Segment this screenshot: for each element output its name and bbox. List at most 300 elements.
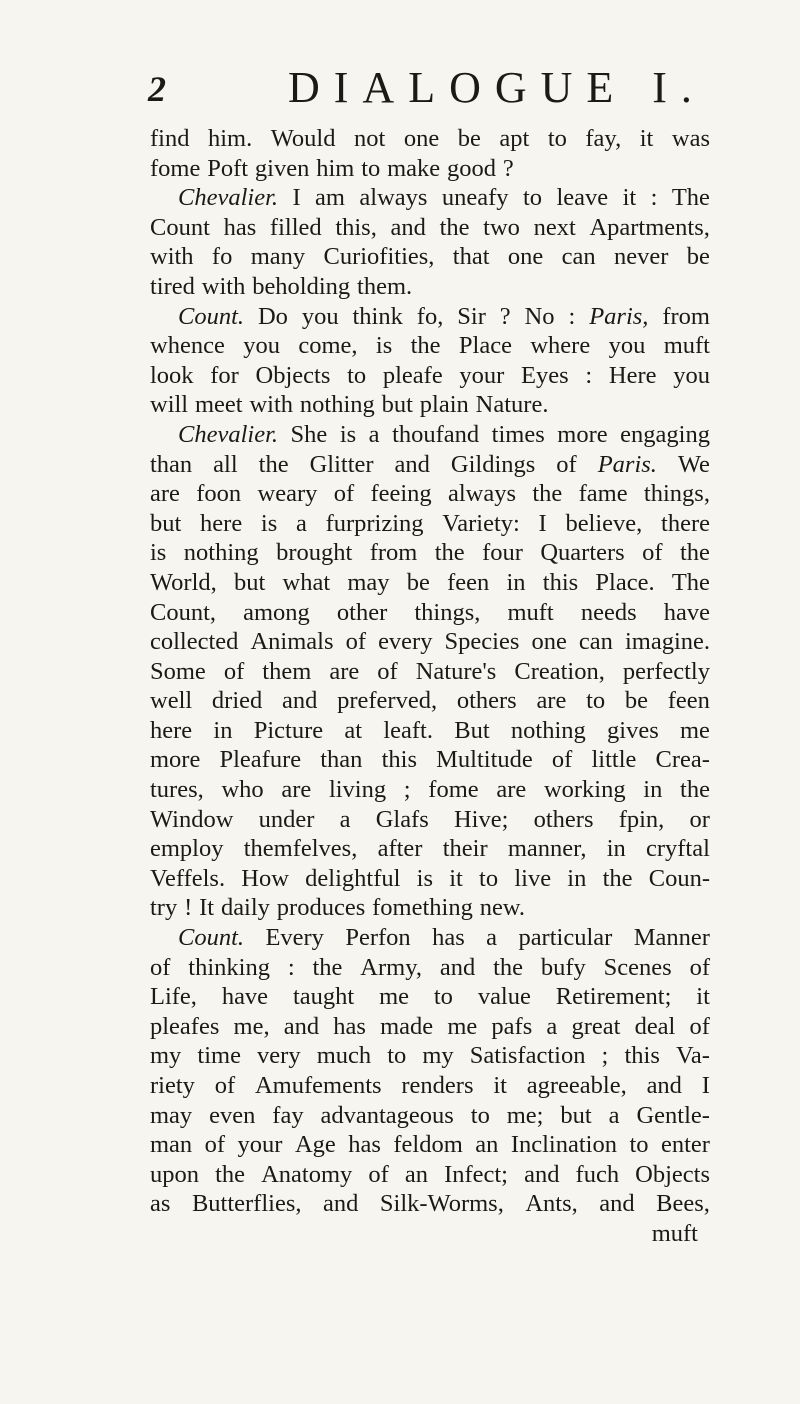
word: always — [447, 480, 517, 508]
word: She — [290, 420, 328, 448]
text-line — [150, 953, 710, 983]
text-line — [150, 864, 710, 894]
word: pafs — [491, 1012, 533, 1040]
word: Place — [458, 332, 512, 360]
word: to — [629, 1131, 649, 1159]
word: a — [295, 509, 307, 537]
word: this — [381, 746, 417, 774]
word: Army, — [360, 953, 422, 981]
page-number: 2 — [148, 69, 166, 109]
word: value — [477, 983, 531, 1011]
word: Silk-Worms, — [379, 1190, 504, 1218]
word: and — [394, 450, 430, 478]
catchword: muft — [651, 1219, 698, 1247]
word: with — [249, 391, 294, 419]
word: No — [524, 302, 555, 330]
word: We — [677, 450, 710, 478]
body-text — [150, 124, 710, 1249]
word: of — [377, 657, 398, 685]
word: Creation, — [514, 657, 605, 685]
word: themfelves, — [243, 835, 358, 863]
word: ? — [502, 154, 514, 182]
text-line — [150, 509, 710, 539]
word: Count — [150, 213, 210, 241]
word: in — [643, 776, 663, 804]
text-line — [150, 361, 710, 391]
word: Paris. — [597, 450, 657, 478]
speaker-name: Chevalier. — [178, 184, 279, 212]
word: more — [557, 420, 608, 448]
word: Butterflies, — [191, 1190, 302, 1218]
word: every — [378, 628, 433, 656]
word: to — [387, 1042, 407, 1070]
word: fay, — [585, 125, 622, 152]
word: my — [150, 1042, 182, 1070]
word: feeing — [370, 480, 432, 508]
word: to — [522, 184, 543, 212]
word: Hive; — [453, 805, 509, 833]
word: pleafe — [382, 361, 443, 389]
word: others — [456, 687, 517, 715]
word: is — [416, 864, 433, 892]
word: of — [642, 539, 663, 567]
word: with — [201, 272, 246, 300]
word: Satisfaction — [469, 1042, 586, 1070]
word: of — [551, 746, 573, 774]
word: much — [316, 1042, 372, 1070]
text-line — [150, 893, 710, 923]
word: thoufand — [392, 420, 480, 448]
page-header — [148, 62, 708, 112]
word: for — [210, 361, 239, 389]
word: you — [243, 332, 280, 360]
word: The — [671, 184, 710, 212]
word: ? — [499, 302, 511, 330]
word: tures, — [150, 776, 204, 804]
word: given — [254, 154, 310, 182]
word: is — [339, 420, 357, 448]
word: feen — [447, 568, 490, 596]
word: delightful — [305, 864, 401, 892]
word: daily — [220, 894, 270, 922]
word: Anatomy — [261, 1160, 353, 1188]
word: at — [344, 716, 363, 744]
word: The — [671, 568, 710, 596]
text-line — [150, 124, 710, 154]
word: Perfon — [345, 924, 411, 952]
word: this — [542, 568, 579, 596]
text-line — [150, 923, 710, 953]
word: Some — [150, 657, 206, 685]
word: : — [287, 953, 295, 981]
word: from — [369, 539, 418, 567]
word: can — [561, 243, 596, 271]
word: there — [661, 509, 710, 537]
word: in — [213, 716, 233, 744]
word: the — [680, 776, 710, 804]
word: from — [662, 302, 710, 330]
word: live — [514, 864, 552, 892]
word: was — [671, 125, 710, 152]
word: one — [507, 243, 544, 271]
text-line — [150, 627, 710, 657]
word: Crea- — [655, 746, 710, 774]
speaker-name: Chevalier. — [178, 420, 279, 448]
text-line — [150, 745, 710, 775]
word: muft — [663, 332, 710, 360]
word: has — [348, 1131, 381, 1159]
word: has — [223, 213, 257, 241]
word: thinking — [188, 953, 270, 981]
word: in — [606, 835, 626, 863]
word: of — [345, 628, 366, 656]
word: Count, — [150, 598, 217, 626]
word: meet — [194, 391, 243, 419]
text-line — [150, 272, 710, 302]
text-line — [150, 183, 710, 213]
word: a — [368, 420, 380, 448]
word: Bees, — [656, 1190, 710, 1218]
word: weary — [257, 480, 318, 508]
word: try — [150, 894, 178, 922]
text-line — [150, 775, 710, 805]
text-line — [150, 538, 710, 568]
word: Infect; — [444, 1160, 508, 1188]
word: all — [213, 450, 238, 478]
word: me — [679, 716, 710, 744]
word: preferved, — [337, 687, 438, 715]
word: I — [538, 509, 547, 537]
word: but — [560, 1101, 592, 1129]
text-line — [150, 302, 710, 332]
word: tired — [150, 272, 195, 300]
word: Picture — [253, 716, 324, 744]
word: : — [568, 302, 576, 330]
word: of — [204, 1131, 226, 1159]
word: a — [608, 1101, 620, 1129]
word: feldom — [393, 1131, 463, 1159]
text-line — [150, 834, 710, 864]
word: Would — [270, 125, 336, 152]
word: Species — [444, 628, 520, 656]
word: great — [571, 1012, 621, 1040]
word: is — [375, 332, 393, 360]
word: Every — [265, 924, 324, 952]
word: things, — [414, 598, 481, 626]
word: am — [315, 184, 345, 212]
word: your — [237, 1131, 283, 1159]
word: four — [482, 539, 523, 567]
word: : — [585, 361, 593, 389]
word: in — [506, 568, 526, 596]
word: are — [496, 776, 527, 804]
word: riety — [150, 1072, 195, 1099]
word: of — [214, 1072, 236, 1099]
word: may — [347, 568, 390, 596]
word: Quarters — [540, 539, 625, 567]
word: and — [524, 1160, 560, 1188]
word: Veffels. — [150, 864, 226, 892]
word: the — [258, 450, 289, 478]
word: good — [447, 154, 497, 182]
word: collected — [150, 628, 239, 656]
text-line — [150, 1012, 710, 1042]
word: my — [422, 1042, 454, 1070]
word: Window — [150, 805, 234, 833]
text-line — [150, 1160, 710, 1190]
word: to — [347, 361, 367, 389]
word: others — [533, 805, 594, 833]
word: time — [197, 1042, 241, 1070]
word: Poft — [207, 154, 249, 182]
word: you — [301, 302, 339, 330]
word: Place. — [595, 568, 655, 596]
speaker-name: Count. — [178, 302, 245, 330]
word: taught — [292, 983, 355, 1011]
word: Objects — [635, 1160, 710, 1188]
word: times — [491, 420, 545, 448]
word: believe, — [565, 509, 643, 537]
word: than — [150, 450, 193, 478]
word: Animals — [250, 628, 334, 656]
word: It — [199, 894, 215, 922]
word: after — [377, 835, 423, 863]
word: be — [686, 243, 710, 271]
word: among — [243, 598, 310, 626]
word: the — [493, 953, 524, 981]
word: has — [432, 924, 465, 952]
word: leave — [556, 184, 609, 212]
word: apt — [499, 125, 530, 152]
word: them — [262, 657, 312, 685]
word: me; — [506, 1101, 544, 1129]
word: an — [475, 1131, 499, 1159]
word: Eyes — [521, 361, 569, 389]
word: even — [209, 1101, 256, 1129]
word: Sir — [457, 302, 486, 330]
word: brought — [276, 539, 353, 567]
word: well — [150, 687, 193, 715]
word: and — [439, 953, 476, 981]
word: the — [532, 480, 563, 508]
word: Objects — [255, 361, 331, 389]
word: never — [613, 243, 669, 271]
word: Glitter — [309, 450, 374, 478]
word: to — [479, 864, 499, 892]
word: find — [150, 125, 190, 152]
word: fame — [578, 480, 628, 508]
word: it — [622, 184, 637, 212]
word: gives — [607, 716, 659, 744]
text-line — [150, 420, 710, 450]
word: think — [352, 302, 403, 330]
word: me, — [233, 1012, 270, 1040]
word: be — [624, 687, 649, 715]
word: cryftal — [645, 835, 710, 863]
word: ; — [403, 776, 411, 804]
word: foon — [196, 480, 242, 508]
word: fuch — [575, 1160, 620, 1188]
word: under — [258, 805, 315, 833]
word: of — [223, 657, 245, 685]
word: advantageous — [320, 1101, 454, 1129]
word: you — [673, 361, 710, 389]
word: in — [567, 864, 587, 892]
word: : — [650, 184, 658, 212]
word: but — [233, 568, 266, 596]
word: little — [591, 746, 637, 774]
text-line — [150, 242, 710, 272]
word: an — [404, 1160, 428, 1188]
word: bufy — [540, 953, 586, 981]
word: have — [663, 598, 710, 626]
word: But — [454, 716, 490, 744]
word: the — [679, 539, 710, 567]
word: Scenes — [603, 953, 672, 981]
word: I — [292, 184, 301, 212]
word: filled — [269, 213, 322, 241]
text-line — [150, 1041, 710, 1071]
word: muft — [507, 598, 554, 626]
word: me — [379, 983, 409, 1011]
word: what — [282, 568, 331, 596]
word: the — [602, 864, 633, 892]
word: to — [586, 687, 606, 715]
word: made — [380, 1012, 434, 1040]
word: the — [410, 332, 441, 360]
word: Inclination — [510, 1131, 617, 1159]
word: make — [387, 154, 441, 182]
text-line — [150, 331, 710, 361]
word: the — [434, 539, 465, 567]
word: the — [312, 953, 343, 981]
word: manner, — [507, 835, 587, 863]
word: Age — [294, 1131, 336, 1159]
word: here — [150, 716, 193, 744]
word: new. — [479, 894, 526, 922]
word: this, — [335, 213, 377, 241]
word: particular — [518, 924, 613, 952]
text-line — [150, 1130, 710, 1160]
word: of — [556, 450, 577, 478]
running-head: DIALOGUE I. — [288, 63, 706, 112]
word: be — [406, 568, 430, 596]
word: and — [282, 687, 318, 715]
text-line — [150, 154, 710, 184]
word: be — [457, 125, 481, 152]
text-line — [150, 450, 710, 480]
word: one — [403, 125, 440, 152]
text-line — [150, 598, 710, 628]
word: perfectly — [622, 657, 710, 685]
word: that — [452, 243, 490, 271]
word: upon — [150, 1160, 199, 1188]
word: furprizing — [325, 509, 424, 537]
word: ; — [601, 1042, 609, 1070]
word: Gildings — [450, 450, 536, 478]
word: the — [215, 1160, 246, 1188]
word: Retirement; — [555, 983, 672, 1011]
word: can — [578, 628, 613, 656]
word: next — [533, 213, 576, 241]
word: I — [701, 1072, 710, 1099]
text-line — [150, 1189, 710, 1219]
word: Multitude — [436, 746, 533, 774]
word: other — [336, 598, 388, 626]
word: dried — [211, 687, 263, 715]
word: uneafy — [441, 184, 509, 212]
word: things, — [643, 480, 710, 508]
word: who — [221, 776, 264, 804]
word: Do — [257, 302, 288, 330]
text-line — [150, 213, 710, 243]
word: two — [483, 213, 520, 241]
word: it — [696, 983, 710, 1011]
word: it — [493, 1072, 507, 1099]
word: him — [316, 154, 355, 182]
word: are — [281, 776, 312, 804]
word: fomething — [372, 894, 473, 922]
word: to — [361, 154, 381, 182]
catchword-line — [150, 1219, 710, 1249]
word: renders — [401, 1072, 474, 1099]
word: nothing — [299, 391, 375, 419]
word: How — [241, 864, 289, 892]
word: produces — [276, 894, 366, 922]
word: and — [646, 1072, 682, 1099]
word: working — [543, 776, 626, 804]
word: fome — [150, 154, 201, 182]
word: is — [150, 539, 167, 567]
word: leaft. — [383, 716, 433, 744]
word: World, — [150, 568, 217, 596]
word: Here — [608, 361, 657, 389]
word: Coun- — [648, 864, 710, 892]
word: look — [150, 361, 194, 389]
text-line — [150, 982, 710, 1012]
word: fay — [272, 1101, 304, 1129]
text-line — [150, 390, 710, 420]
word: to — [470, 1101, 490, 1129]
word: to — [547, 125, 567, 152]
word: Glafs — [375, 805, 429, 833]
text-line — [150, 479, 710, 509]
word: this — [624, 1042, 660, 1070]
word: whence — [150, 332, 225, 360]
word: have — [221, 983, 269, 1011]
word: Ants, — [525, 1190, 578, 1218]
word: Amufements — [254, 1072, 382, 1099]
word: of — [689, 953, 710, 981]
word: to — [433, 983, 453, 1011]
word: of — [150, 953, 171, 981]
word: are — [329, 657, 360, 685]
word: Manner — [633, 924, 710, 952]
word: Nature. — [475, 391, 549, 419]
text-line — [150, 686, 710, 716]
word: many — [250, 243, 306, 271]
word: are — [536, 687, 567, 715]
word: you — [608, 332, 646, 360]
word: but — [150, 509, 182, 537]
word: Variety: — [442, 509, 520, 537]
text-line — [150, 716, 710, 746]
word: enter — [660, 1131, 710, 1159]
word: man — [150, 1131, 193, 1159]
word: agreeable, — [526, 1072, 627, 1099]
word: imagine. — [624, 628, 710, 656]
word: one — [531, 628, 567, 656]
